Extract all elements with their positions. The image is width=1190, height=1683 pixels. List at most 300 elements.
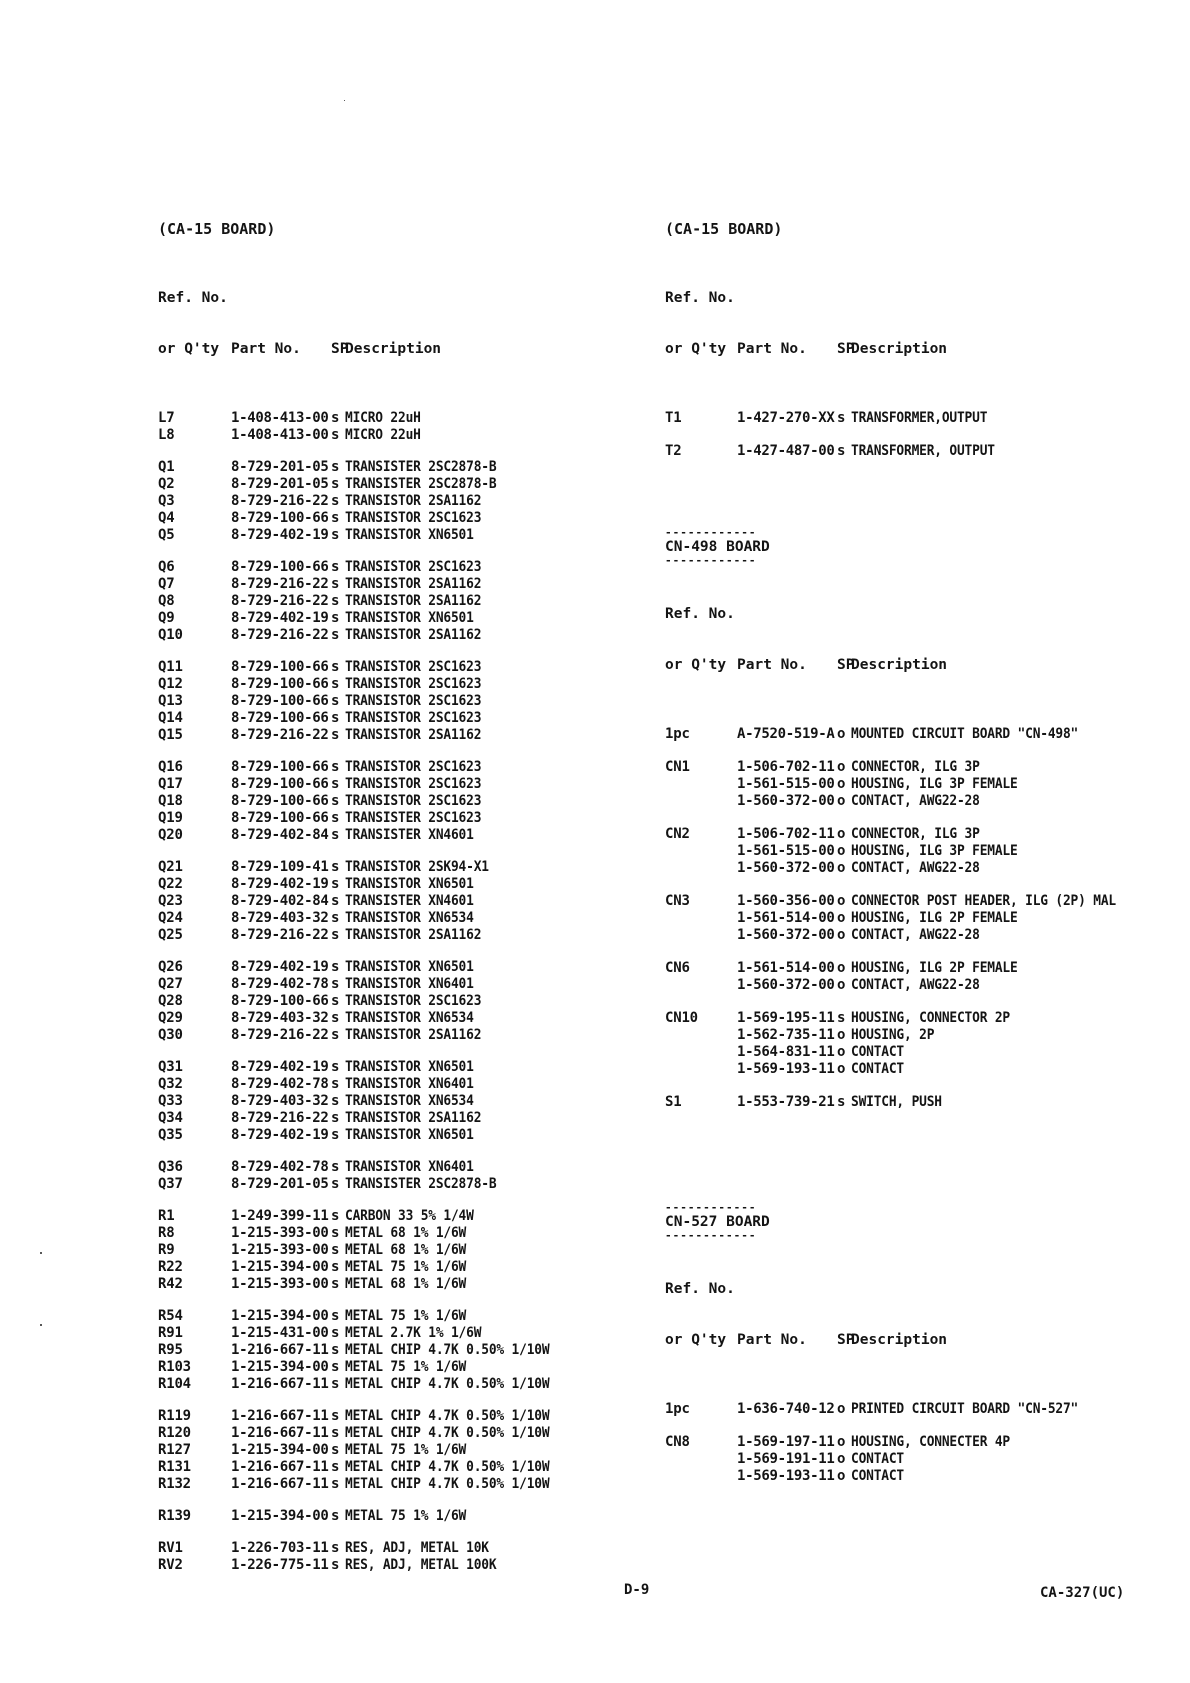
part-row (158, 710, 618, 727)
part-row (665, 726, 1185, 743)
ref-header-line2: or Q'ty (665, 657, 727, 673)
part-no: 8-729-402-19 (231, 527, 329, 543)
part-row (665, 776, 1185, 793)
part-no: 8-729-403-32 (231, 910, 329, 926)
part-header: Part No. (231, 341, 301, 357)
part-no: 1-408-413-00 (231, 427, 329, 443)
part-no: 1-215-394-00 (231, 1259, 329, 1275)
ca15-section (665, 220, 1185, 460)
part-no: 8-729-216-22 (231, 493, 329, 509)
description-header: Description (851, 1332, 948, 1348)
ref-no: R132 (158, 1476, 191, 1492)
part-no: 1-561-515-00 (737, 843, 835, 859)
part-row (665, 1044, 1185, 1061)
sp-code: s (331, 1225, 340, 1241)
ref-no: Q29 (158, 1010, 183, 1026)
ref-no: R42 (158, 1276, 183, 1292)
part-no: 8-729-402-19 (231, 876, 329, 892)
ref-no: Q1 (158, 459, 175, 475)
ref-no: CN6 (665, 960, 690, 976)
page-number: D-9 (624, 1582, 650, 1598)
part-no: 8-729-403-32 (231, 1010, 329, 1026)
part-row (665, 1010, 1185, 1027)
sp-code: s (331, 1127, 340, 1143)
sp-code: s (331, 676, 340, 692)
part-row (158, 1308, 618, 1325)
sp-code: s (331, 1110, 340, 1126)
ref-no: Q31 (158, 1059, 183, 1075)
ref-no: R139 (158, 1508, 191, 1524)
board-title: (CA-15 BOARD) (158, 220, 276, 238)
sp-code: s (331, 1540, 340, 1556)
parts-list (158, 410, 618, 1574)
ref-no: Q10 (158, 627, 183, 643)
sp-code: s (837, 443, 846, 459)
sp-code: o (837, 860, 846, 876)
ref-no (665, 910, 737, 927)
part-row (665, 443, 1185, 460)
sp-code: s (331, 1342, 340, 1358)
part-description: METAL 75 1% 1/6W (345, 1508, 467, 1524)
ref-no: Q28 (158, 993, 183, 1009)
ref-no: Q2 (158, 476, 175, 492)
part-no: 8-729-403-32 (231, 1093, 329, 1109)
part-description: TRANSISTOR XN6401 (345, 976, 474, 992)
part-row (158, 593, 618, 610)
sp-code: s (331, 1425, 340, 1441)
board-title: CN-498 BOARD (665, 539, 770, 555)
ref-no: Q12 (158, 676, 183, 692)
part-description: TRANSISTOR XN6534 (345, 1093, 474, 1109)
sp-code: s (331, 1442, 340, 1458)
sp-code: o (837, 1451, 846, 1467)
part-description: METAL 68 1% 1/6W (345, 1225, 467, 1241)
part-no: 1-506-702-11 (737, 759, 835, 775)
part-no: 1-215-393-00 (231, 1276, 329, 1292)
part-description: METAL CHIP 4.7K 0.50% 1/10W (345, 1342, 550, 1358)
ref-no: L8 (158, 427, 175, 443)
part-row (158, 959, 618, 976)
sp-code: s (331, 1476, 340, 1492)
sp-code: s (331, 727, 340, 743)
ref-no (665, 860, 737, 877)
part-no: 8-729-402-19 (231, 959, 329, 975)
part-description: TRANSISTER 2SC1623 (345, 810, 482, 826)
part-row (158, 1476, 618, 1493)
ref-no: R104 (158, 1376, 191, 1392)
part-row (158, 759, 618, 776)
ref-no: R91 (158, 1325, 183, 1341)
part-group (158, 459, 618, 544)
part-row (158, 527, 618, 544)
part-description: TRANSISTOR 2SC1623 (345, 559, 482, 575)
divider-dashes: ------------ (665, 526, 757, 539)
ref-no: RV2 (158, 1557, 183, 1573)
part-no: 8-729-100-66 (231, 693, 329, 709)
part-row (665, 410, 1185, 427)
part-no: 1-215-394-00 (231, 1308, 329, 1324)
part-row (158, 1325, 618, 1342)
part-no: 1-249-399-11 (231, 1208, 329, 1224)
part-no: 1-226-703-11 (231, 1540, 329, 1556)
part-row (158, 910, 618, 927)
ref-no: Q16 (158, 759, 183, 775)
ref-no: S1 (665, 1094, 682, 1110)
divider-dashes: ------------ (665, 1229, 757, 1242)
part-row (665, 1061, 1185, 1078)
part-no: 1-636-740-12 (737, 1401, 835, 1417)
part-no: 1-215-393-00 (231, 1242, 329, 1258)
part-row (158, 1159, 618, 1176)
sp-code: s (837, 1094, 846, 1110)
sp-code: s (331, 810, 340, 826)
ref-no (665, 977, 737, 994)
ref-no: CN8 (665, 1434, 690, 1450)
part-no: 1-216-667-11 (231, 1459, 329, 1475)
part-no: 1-427-487-00 (737, 443, 835, 459)
part-row (158, 476, 618, 493)
description-header: Description (345, 341, 442, 357)
part-row (158, 810, 618, 827)
part-no: 8-729-100-66 (231, 993, 329, 1009)
sp-code: s (331, 1557, 340, 1573)
part-no: 8-729-100-66 (231, 759, 329, 775)
sp-code: s (331, 459, 340, 475)
sp-code: o (837, 1061, 846, 1077)
part-description: HOUSING, ILG 2P FEMALE (851, 910, 1018, 926)
part-no: 8-729-216-22 (231, 576, 329, 592)
part-group (158, 1208, 618, 1293)
sp-code: s (331, 1059, 340, 1075)
part-description: TRANSISTOR 2SA1162 (345, 1110, 482, 1126)
sp-header: SP (837, 1332, 855, 1348)
sp-header: SP (837, 341, 855, 357)
column-header (665, 1247, 1185, 1383)
part-row (158, 1442, 618, 1459)
part-no: 1-226-775-11 (231, 1557, 329, 1573)
sp-code: s (331, 1176, 340, 1192)
ref-header-line2: or Q'ty (665, 1332, 727, 1348)
part-row (665, 759, 1185, 776)
part-row (158, 1259, 618, 1276)
sp-code: s (331, 1242, 340, 1258)
part-no: 8-729-100-66 (231, 510, 329, 526)
part-row (665, 893, 1185, 910)
ref-no: Q9 (158, 610, 175, 626)
sp-code: o (837, 910, 846, 926)
ref-no: R103 (158, 1359, 191, 1375)
part-description: METAL 68 1% 1/6W (345, 1242, 467, 1258)
part-description: TRANSISTOR 2SC1623 (345, 676, 482, 692)
sp-code: s (331, 1076, 340, 1092)
part-no: 8-729-109-41 (231, 859, 329, 875)
ref-no: R119 (158, 1408, 191, 1424)
sp-code: o (837, 759, 846, 775)
part-description: CONNECTOR POST HEADER, ILG (2P) MAL (851, 893, 1116, 909)
part-no: 1-216-667-11 (231, 1425, 329, 1441)
sp-code: s (331, 476, 340, 492)
part-group (158, 559, 618, 644)
description-header: Description (851, 341, 948, 357)
ref-header-line2: or Q'ty (158, 341, 220, 357)
board-title: CN-527 BOARD (665, 1214, 770, 1230)
ref-no: CN10 (665, 1010, 698, 1026)
ref-header-line1: Ref. No. (665, 606, 735, 622)
sp-code: o (837, 776, 846, 792)
part-description: TRANSISTOR 2SA1162 (345, 576, 482, 592)
sp-code: o (837, 793, 846, 809)
part-no: 8-729-100-66 (231, 776, 329, 792)
part-row (158, 1540, 618, 1557)
ref-no: Q4 (158, 510, 175, 526)
sp-code: o (837, 843, 846, 859)
scan-speck (40, 1324, 42, 1326)
part-no: 8-729-100-66 (231, 710, 329, 726)
scan-speck (344, 100, 345, 101)
part-description: METAL CHIP 4.7K 0.50% 1/10W (345, 1425, 550, 1441)
part-no: 8-729-402-19 (231, 1127, 329, 1143)
sp-code: s (331, 1027, 340, 1043)
part-description: HOUSING, ILG 3P FEMALE (851, 843, 1018, 859)
part-no: 1-569-197-11 (737, 1434, 835, 1450)
part-row (158, 993, 618, 1010)
part-no: 8-729-216-22 (231, 593, 329, 609)
ref-no: Q14 (158, 710, 183, 726)
part-row (158, 1010, 618, 1027)
part-description: METAL 75 1% 1/6W (345, 1442, 467, 1458)
right-column (665, 220, 1185, 1501)
part-row (158, 1076, 618, 1093)
ref-no: Q35 (158, 1127, 183, 1143)
ref-no (665, 776, 737, 793)
sp-code: s (331, 1308, 340, 1324)
part-row (158, 610, 618, 627)
part-row (665, 1434, 1185, 1451)
sp-code: s (331, 876, 340, 892)
part-description: TRANSISTOR 2SA1162 (345, 1027, 482, 1043)
part-no: 1-427-270-XX (737, 410, 835, 426)
sp-code: s (331, 1376, 340, 1392)
part-row (158, 827, 618, 844)
sp-code: s (331, 1259, 340, 1275)
sp-header: SP (331, 341, 349, 357)
part-row (158, 793, 618, 810)
part-description: TRANSISTOR XN6501 (345, 1059, 474, 1075)
part-no: 1-569-191-11 (737, 1451, 835, 1467)
part-row (158, 693, 618, 710)
part-description: TRANSISTOR XN6501 (345, 876, 474, 892)
ref-no: R127 (158, 1442, 191, 1458)
part-no: 8-729-100-66 (231, 659, 329, 675)
ref-no: Q23 (158, 893, 183, 909)
ref-no (665, 1044, 737, 1061)
part-no: 8-729-402-78 (231, 1159, 329, 1175)
part-row (665, 1027, 1185, 1044)
part-description: MICRO 22uH (345, 427, 421, 443)
ref-no: CN2 (665, 826, 690, 842)
part-group (158, 959, 618, 1044)
part-description: MOUNTED CIRCUIT BOARD "CN-498" (851, 726, 1079, 742)
part-no: 1-215-393-00 (231, 1225, 329, 1241)
model-number: CA-327(UC) (1040, 1585, 1125, 1601)
ref-no: Q36 (158, 1159, 183, 1175)
part-description: TRANSISTOR XN6501 (345, 959, 474, 975)
sp-code: s (331, 1010, 340, 1026)
part-no: 8-729-402-78 (231, 1076, 329, 1092)
part-description: METAL 75 1% 1/6W (345, 1308, 467, 1324)
part-header: Part No. (737, 657, 807, 673)
part-description: MICRO 22uH (345, 410, 421, 426)
sp-code: o (837, 1027, 846, 1043)
ref-no: Q7 (158, 576, 175, 592)
part-no: 8-729-216-22 (231, 927, 329, 943)
part-no: 1-216-667-11 (231, 1376, 329, 1392)
ref-header-line1: Ref. No. (665, 1281, 735, 1297)
part-description: TRANSISTOR 2SC1623 (345, 759, 482, 775)
sp-code: s (331, 527, 340, 543)
part-no: 8-729-216-22 (231, 727, 329, 743)
sp-code: s (331, 1276, 340, 1292)
ref-no: Q21 (158, 859, 183, 875)
part-group (665, 759, 1185, 810)
part-group (665, 410, 1185, 427)
sp-code: s (331, 776, 340, 792)
sp-code: s (331, 976, 340, 992)
part-row (158, 1508, 618, 1525)
part-row (158, 1242, 618, 1259)
ref-no: CN3 (665, 893, 690, 909)
sp-code: s (331, 427, 340, 443)
ref-no (665, 927, 737, 944)
sp-code: o (837, 1044, 846, 1060)
ref-no: Q3 (158, 493, 175, 509)
part-no: 1-562-735-11 (737, 1027, 835, 1043)
part-description: METAL CHIP 4.7K 0.50% 1/10W (345, 1376, 550, 1392)
part-row (158, 1425, 618, 1442)
sp-code: s (837, 410, 846, 426)
part-description: TRANSISTOR 2SC1623 (345, 693, 482, 709)
ref-no: Q25 (158, 927, 183, 943)
part-row (158, 876, 618, 893)
part-group (158, 1308, 618, 1393)
part-no: 8-729-100-66 (231, 793, 329, 809)
part-row (158, 459, 618, 476)
sp-code: o (837, 960, 846, 976)
part-row (158, 427, 618, 444)
part-header: Part No. (737, 341, 807, 357)
part-row (158, 1127, 618, 1144)
sp-code: o (837, 1434, 846, 1450)
parts-list (665, 410, 1185, 460)
sp-code: s (331, 710, 340, 726)
part-group (665, 960, 1185, 994)
part-description: HOUSING, 2P (851, 1027, 935, 1043)
part-row (158, 1342, 618, 1359)
sp-code: s (331, 627, 340, 643)
sp-code: s (331, 1459, 340, 1475)
part-no: 8-729-201-05 (231, 476, 329, 492)
part-row (665, 860, 1185, 877)
part-row (158, 410, 618, 427)
sp-code: o (837, 1468, 846, 1484)
sp-code: s (331, 593, 340, 609)
ref-no: Q19 (158, 810, 183, 826)
sp-code: s (331, 827, 340, 843)
part-description: TRANSISTOR 2SA1162 (345, 493, 482, 509)
part-description: CONTACT, AWG22-28 (851, 860, 980, 876)
cn498-section (665, 528, 1185, 1111)
ref-no: Q32 (158, 1076, 183, 1092)
part-no: 8-729-402-84 (231, 893, 329, 909)
part-no: 1-216-667-11 (231, 1408, 329, 1424)
part-no: 1-560-372-00 (737, 977, 835, 993)
ref-no (665, 793, 737, 810)
sp-code: s (331, 410, 340, 426)
part-row (158, 976, 618, 993)
column-header (665, 572, 1185, 708)
sp-code: s (331, 659, 340, 675)
ref-no: Q6 (158, 559, 175, 575)
part-no: 1-564-831-11 (737, 1044, 835, 1060)
ref-no: T2 (665, 443, 682, 459)
part-description: CARBON 33 5% 1/4W (345, 1208, 474, 1224)
part-no: 1-560-372-00 (737, 927, 835, 943)
part-description: TRANSISTOR 2SK94-X1 (345, 859, 489, 875)
cn527-section (665, 1203, 1185, 1485)
ref-no: R8 (158, 1225, 175, 1241)
part-no: 1-216-667-11 (231, 1342, 329, 1358)
sp-code: o (837, 977, 846, 993)
part-description: CONTACT, AWG22-28 (851, 977, 980, 993)
sp-code: s (331, 793, 340, 809)
part-row (158, 1408, 618, 1425)
part-no: 8-729-402-19 (231, 1059, 329, 1075)
part-description: HOUSING, ILG 3P FEMALE (851, 776, 1018, 792)
part-row (158, 1110, 618, 1127)
part-description: METAL CHIP 4.7K 0.50% 1/10W (345, 1459, 550, 1475)
part-description: TRANSISTER 2SC2878-B (345, 1176, 497, 1192)
ref-no: Q13 (158, 693, 183, 709)
part-group (158, 859, 618, 944)
sp-code: s (331, 1508, 340, 1524)
part-group (665, 726, 1185, 743)
part-description: TRANSISTOR 2SA1162 (345, 593, 482, 609)
sp-code: s (331, 1408, 340, 1424)
part-no: 8-729-216-22 (231, 1110, 329, 1126)
part-group (158, 1159, 618, 1193)
ref-no (665, 1061, 737, 1078)
part-no: 8-729-402-84 (231, 827, 329, 843)
ref-no (665, 1451, 737, 1468)
part-description: CONTACT (851, 1061, 905, 1077)
description-header: Description (851, 657, 948, 673)
ref-no: Q18 (158, 793, 183, 809)
part-description: TRANSISTOR 2SC1623 (345, 659, 482, 675)
part-no: 8-729-201-05 (231, 1176, 329, 1192)
part-description: TRANSFORMER, OUTPUT (851, 443, 995, 459)
part-group (665, 1010, 1185, 1078)
part-row (665, 910, 1185, 927)
part-description: HOUSING, CONNECTER 4P (851, 1434, 1010, 1450)
part-row (158, 1208, 618, 1225)
sp-code: s (331, 927, 340, 943)
sp-code: s (331, 1325, 340, 1341)
part-no: 1-216-667-11 (231, 1476, 329, 1492)
sp-code: o (837, 893, 846, 909)
part-row (158, 1359, 618, 1376)
ref-no: CN1 (665, 759, 690, 775)
ref-no: R1 (158, 1208, 175, 1224)
